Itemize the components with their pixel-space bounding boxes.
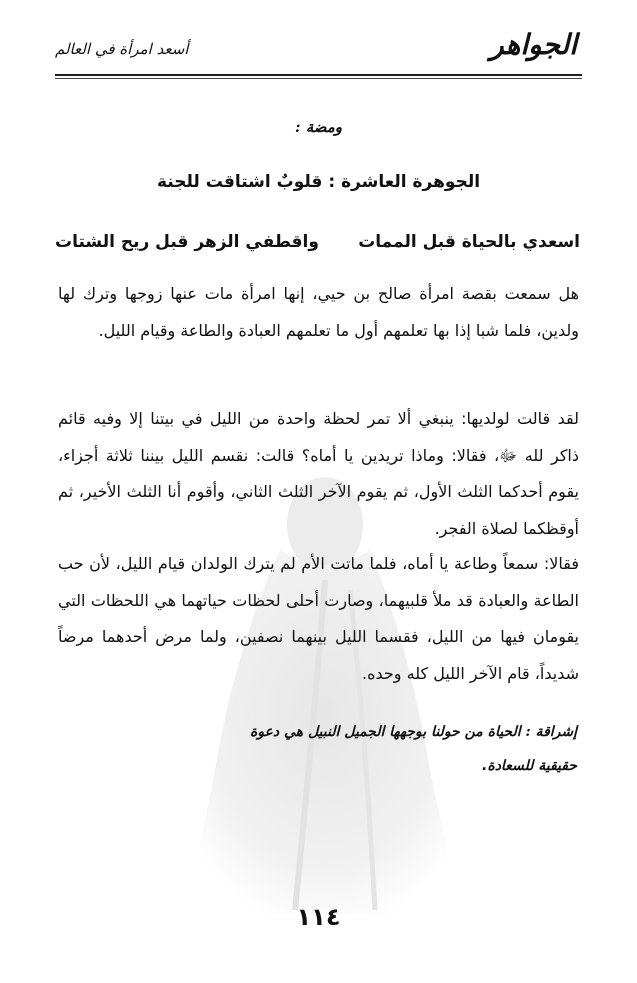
- running-title: أسعد امرأة في العالم: [55, 40, 189, 58]
- header-rule-thin: [55, 78, 582, 79]
- verse-second-hemistich: واقطفي الزهر قبل ريح الشتات: [55, 232, 319, 252]
- body-paragraph: هل سمعت بقصة امرأة صالح بن حيي، إنها امرأة مات عنها زوجها وترك لها ولدين، فلما شبا إذا بها تعلمهم أول ما تعلمهم العبادة والطاعة وقيام الليل.: [58, 284, 579, 340]
- body-paragraph: فقالا: سمعاً وطاعة يا أماه، فلما ماتت الأم لم يترك الولدان قيام الليل، لأن حب الطاعة والعبادة قد ملأ قلبيهما، وصارت أحلى لحظات حياتهما هي اللحظات التي يقومان فيها من الليل، فقسما الليل بينهما نصفين، ولما مرض أحدهما مرضاً شديداً، قام الآخر الليل كله وحده.: [58, 554, 579, 683]
- verse-first-hemistich: اسعدي بالحياة قبل الممات: [358, 232, 580, 252]
- note-label: إشراقة :: [525, 724, 577, 740]
- highlight-note: [245, 715, 577, 783]
- book-title: الجواهر: [490, 28, 577, 61]
- page-header: [55, 28, 577, 68]
- poetry-verse: [55, 232, 580, 260]
- section-label: ومضة :: [294, 118, 343, 136]
- header-rule: [55, 74, 582, 76]
- page-number: ١١٤: [296, 903, 341, 931]
- note-text: الحياة من حولنا بوجهها الجميل النبيل هي دعوة حقيقية للسعادة.: [249, 724, 577, 774]
- chapter-title: الجوهرة العاشرة : قلوبٌ اشتاقت للجنة: [156, 172, 481, 192]
- body-paragraph: لقد قالت لولديها: ينبغي ألا تمر لحظة واحدة من الليل في بيتنا إلا وفيه قائم ذاكر لله ﷻ، فقالا: وماذا تريدين يا أماه؟ قالت: نقسم الليل بيننا ثلاثة أجزاء، يقوم أحدكما الثلث الأول، ثم يقوم الآخر الثلث الثاني، وأقوم أنا الثلث الأخير، ثم أوقظكما لصلاة الفجر.: [58, 409, 579, 538]
